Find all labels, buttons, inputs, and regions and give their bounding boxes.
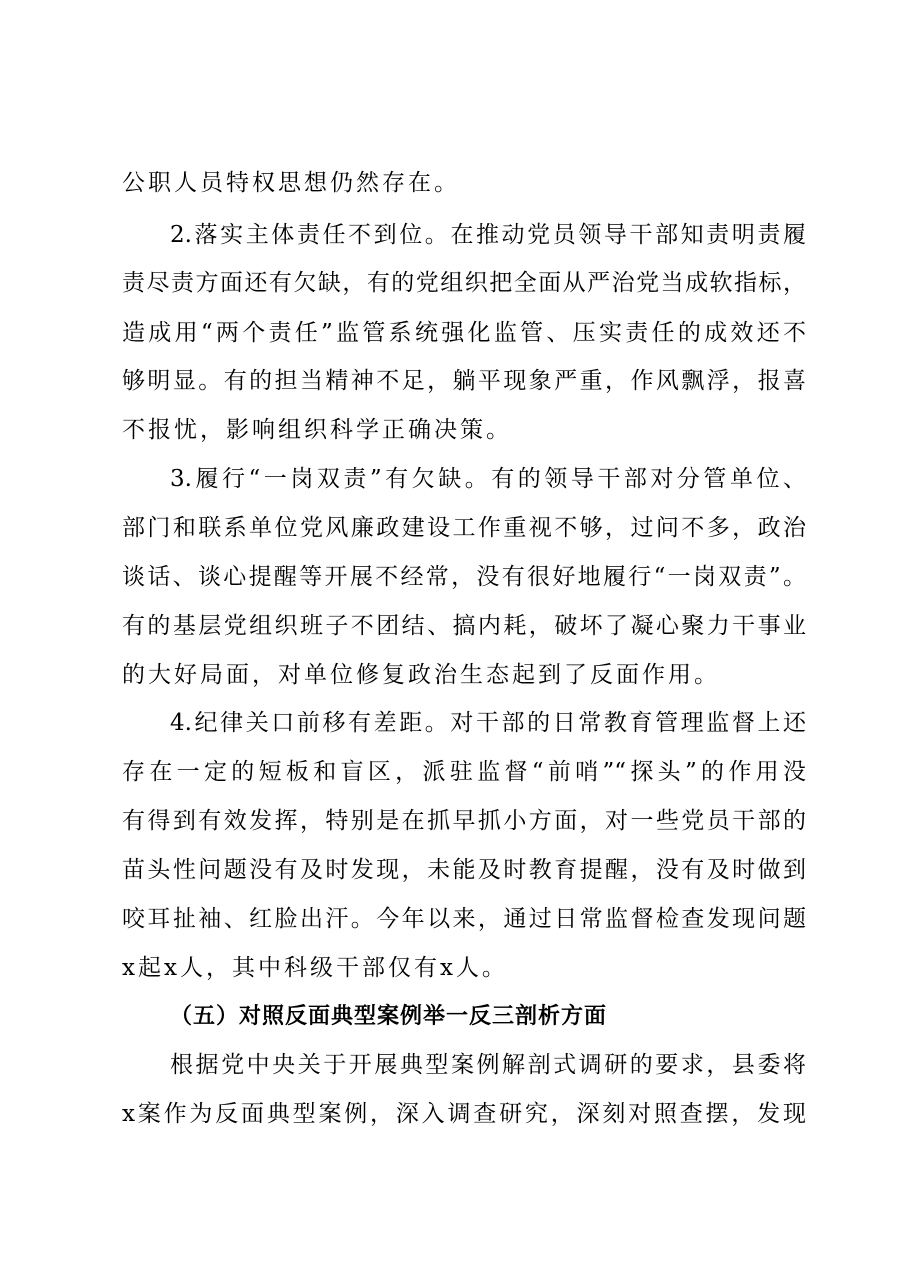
item-2-line-2: 责尽责方面还有欠缺，有的党组织把全面从严治党当成软指标， [122,270,806,296]
item-3-line-3: 谈话、谈心提醒等开展不经常，没有很好地履行“一岗双责”。 [122,564,806,590]
item-4-line-2: 存在一定的短板和盲区，派驻监督“前哨”“探头”的作用没 [122,759,806,785]
item-4-line-6: x起x人，其中科级干部仅有x人。 [122,955,508,981]
item-3-line-2: 部门和联系单位党风廉政建设工作重视不够，过问不多，政治 [122,515,806,541]
item-2-line-1: 2.落实主体责任不到位。在推动党员领导干部知责明责履 [170,222,806,248]
item-4-line-5: 咬耳扯袖、红脸出汗。今年以来，通过日常监督检查发现问题 [122,906,806,932]
item-4-line-1: 4.纪律关口前移有差距。对干部的日常教育管理监督上还 [170,710,806,736]
section-heading: （五）对照反面典型案例举一反三剖析方面 [170,1004,608,1029]
item-2-line-3: 造成用“两个责任”监管系统强化监管、压实责任的成效还不 [122,320,806,346]
item-3-line-4: 有的基层党组织班子不团结、搞内耗，破坏了凝心聚力干事业 [122,613,806,639]
item-2-line-5: 不报忧，影响组织科学正确决策。 [122,417,512,443]
item-4-line-4: 苗头性问题没有及时发现，未能及时教育提醒，没有及时做到 [122,857,806,883]
item-4-line-3: 有得到有效发挥，特别是在抓早抓小方面，对一些党员干部的 [122,808,806,834]
final-paragraph-line-1: 根据党中央关于开展典型案例解剖式调研的要求，县委将 [170,1052,806,1078]
paragraph-continuation-line-1: 公职人员特权思想仍然存在。 [122,170,460,196]
item-2-line-4: 够明显。有的担当精神不足，躺平现象严重，作风飘浮，报喜 [122,368,806,394]
item-3-line-5: 的大好局面，对单位修复政治生态起到了反面作用。 [122,662,720,688]
item-3-line-1: 3.履行“一岗双责”有欠缺。有的领导干部对分管单位、 [170,466,806,492]
final-paragraph-line-2: x案作为反面典型案例，深入调查研究，深刻对照查摆，发现 [122,1101,806,1127]
